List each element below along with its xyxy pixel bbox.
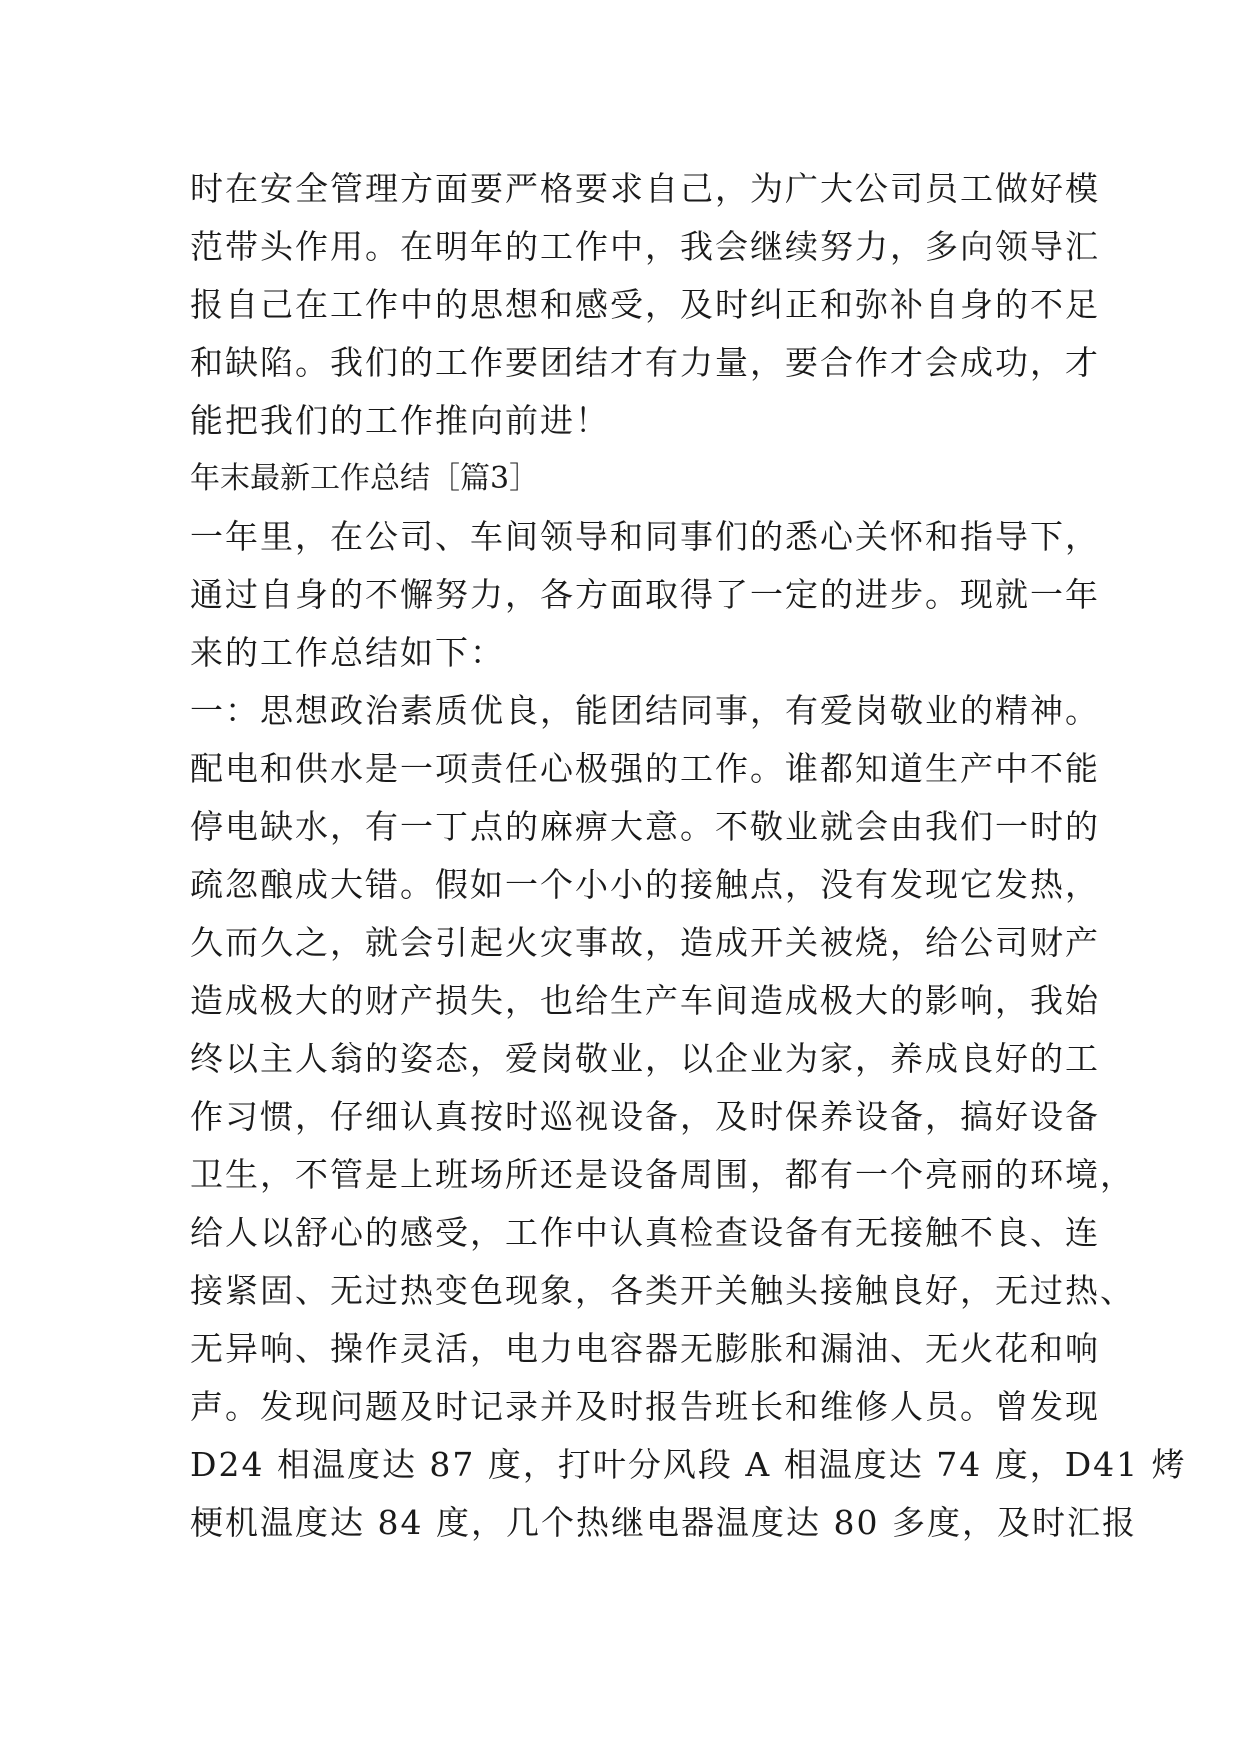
- body-line: 范带头作用。在明年的工作中，我会继续努力，多向领导汇: [190, 227, 1100, 266]
- body-line: 久而久之，就会引起火灾事故，造成开关被烧，给公司财产: [190, 923, 1100, 962]
- body-line: D24 相温度达 87 度，打叶分风段 A 相温度达 74 度，D41 烤: [190, 1445, 1187, 1484]
- body-line: 作习惯，仔细认真按时巡视设备，及时保养设备，搞好设备: [190, 1097, 1100, 1136]
- body-line: 配电和供水是一项责任心极强的工作。谁都知道生产中不能: [190, 749, 1100, 788]
- document-body: [190, 160, 1187, 1552]
- body-line: 一：思想政治素质优良，能团结同事，有爱岗敬业的精神。: [190, 691, 1100, 730]
- body-line: 疏忽酿成大错。假如一个小小的接触点，没有发现它发热，: [190, 865, 1100, 904]
- body-line: 梗机温度达 84 度，几个热继电器温度达 80 多度，及时汇报: [190, 1503, 1137, 1542]
- body-line: 无异响、操作灵活，电力电容器无膨胀和漏油、无火花和响: [190, 1329, 1100, 1368]
- body-line: 停电缺水，有一丁点的麻痹大意。不敬业就会由我们一时的: [190, 807, 1100, 846]
- body-line: 给人以舒心的感受，工作中认真检查设备有无接触不良、连: [190, 1213, 1100, 1252]
- body-line: 来的工作总结如下：: [190, 633, 505, 672]
- section-heading: 年末最新工作总结［篇3］: [190, 461, 540, 496]
- body-line: 一年里，在公司、车间领导和同事们的悉心关怀和指导下，: [190, 517, 1100, 556]
- body-line: 声。发现问题及时记录并及时报告班长和维修人员。曾发现: [190, 1387, 1100, 1426]
- body-line: 时在安全管理方面要严格要求自己，为广大公司员工做好模: [190, 169, 1100, 208]
- body-line: 通过自身的不懈努力，各方面取得了一定的进步。现就一年: [190, 575, 1100, 614]
- body-line: 能把我们的工作推向前进！: [190, 401, 610, 440]
- body-line: 报自己在工作中的思想和感受，及时纠正和弥补自身的不足: [190, 285, 1100, 324]
- body-line: 和缺陷。我们的工作要团结才有力量，要合作才会成功，才: [190, 343, 1100, 382]
- body-line: 接紧固、无过热变色现象，各类开关触头接触良好，无过热、: [190, 1271, 1135, 1310]
- body-line: 造成极大的财产损失，也给生产车间造成极大的影响，我始: [190, 981, 1100, 1020]
- body-line: 卫生，不管是上班场所还是设备周围，都有一个亮丽的环境，: [190, 1155, 1135, 1194]
- body-line: 终以主人翁的姿态，爱岗敬业，以企业为家，养成良好的工: [190, 1039, 1100, 1078]
